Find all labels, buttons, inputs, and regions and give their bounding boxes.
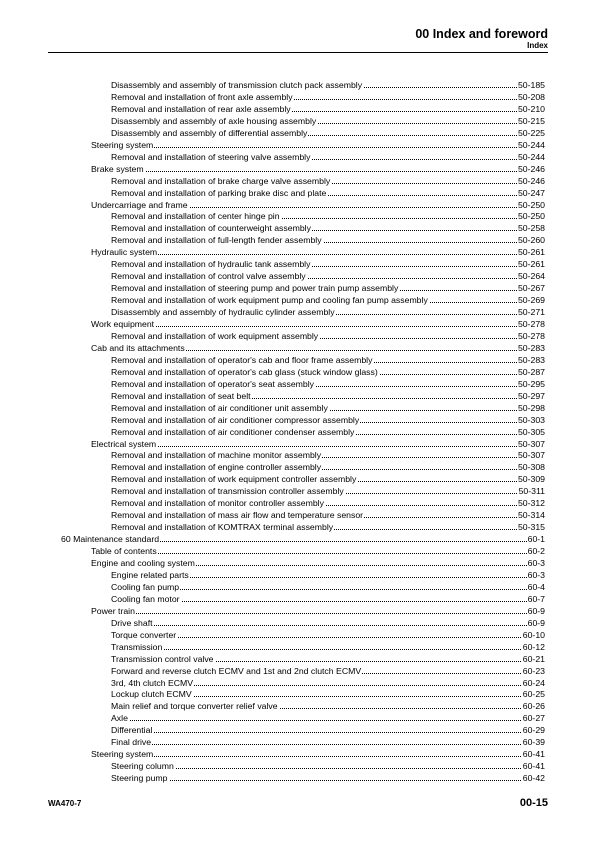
toc-entry-page: 50-250 (517, 211, 545, 222)
toc-entry-page: 50-311 (518, 486, 545, 497)
toc-entry[interactable] (111, 569, 545, 581)
toc-entry-title: Removal and installation of operator's cab and floor frame assembly (111, 354, 373, 365)
toc-entry-title: Removal and installation of work equipment pump and cooling fan pump assembly (111, 295, 428, 306)
toc-dot-leader (111, 720, 545, 721)
toc-entry-title: Undercarriage and frame (91, 199, 188, 210)
toc-dot-leader (91, 553, 545, 554)
toc-entry-page: 60-9 (527, 605, 545, 616)
toc-entry[interactable] (111, 414, 545, 426)
toc-entry[interactable] (111, 294, 545, 306)
toc-entry-title: Cab and its attachments (91, 342, 185, 353)
toc-entry[interactable] (111, 306, 545, 318)
toc-entry-page: 60-9 (527, 617, 545, 628)
toc-entry-title: Disassembly and assembly of transmission clutch pack assembly (111, 80, 363, 90)
toc-entry[interactable] (111, 175, 545, 187)
toc-entry-page: 50-185 (517, 80, 545, 90)
toc-dot-leader (111, 732, 545, 733)
toc-entry-page: 50-208 (517, 91, 545, 102)
toc-entry-title: Final drive (111, 737, 152, 748)
toc-entry[interactable] (111, 712, 545, 724)
toc-entry-page: 50-271 (517, 307, 545, 318)
toc-entry[interactable] (111, 426, 545, 438)
toc-entry-page: 60-10 (522, 629, 545, 640)
toc-entry[interactable] (111, 378, 545, 390)
toc-entry-page: 50-283 (517, 354, 545, 365)
toc-entry[interactable] (111, 485, 545, 497)
toc-dot-leader (91, 326, 545, 327)
toc-entry-title: Engine and cooling system (91, 558, 195, 568)
toc-entry-title: Removal and installation of machine monitor assembly (111, 450, 322, 461)
toc-entry-page: 60-2 (527, 546, 545, 557)
toc-dot-leader (111, 780, 545, 781)
toc-entry[interactable] (111, 760, 545, 772)
toc-dot-leader (91, 446, 545, 447)
toc-entry-page: 60-27 (522, 713, 545, 724)
toc-entry[interactable] (91, 438, 545, 450)
toc-entry-page: 50-287 (517, 366, 545, 377)
toc-entry-page: 50-303 (517, 414, 545, 425)
toc-entry-title: Removal and installation of steering pump and power train pump assembly (111, 283, 399, 294)
toc-dot-leader (111, 768, 545, 769)
toc-entry-title: Transmission control valve (111, 653, 214, 664)
section-subtitle: Index (527, 41, 548, 50)
toc-entry-title: Removal and installation of control valve assembly (111, 271, 306, 282)
toc-entry-title: Steering system (91, 139, 154, 150)
toc-entry-page: 60-23 (522, 665, 545, 676)
toc-entry-page: 50-244 (517, 151, 545, 162)
toc-entry-title: Disassembly and assembly of hydraulic cylinder assembly (111, 307, 335, 318)
toc-entry-title: Removal and installation of steering valve assembly (111, 151, 311, 162)
toc-entry-page: 50-308 (517, 462, 545, 473)
toc-dot-leader (91, 254, 545, 255)
toc-entry-page: 50-264 (517, 271, 545, 282)
toc-entry-title: Removal and installation of hydraulic tank assembly (111, 259, 311, 270)
toc-entry[interactable] (111, 677, 545, 689)
toc-entry[interactable] (111, 449, 545, 461)
toc-entry-title: Work equipment (91, 319, 155, 329)
toc-entry-title: Lockup clutch ECMV (111, 689, 192, 700)
toc-entry[interactable] (111, 103, 545, 115)
toc-entry-title: Disassembly and assembly of differential assembly (111, 127, 308, 138)
toc-entry-title: Removal and installation of KOMTRAX terminal assembly (111, 522, 334, 533)
toc-entry[interactable] (111, 402, 545, 414)
toc-entry-title: Removal and installation of center hinge pin (111, 211, 280, 222)
toc-entry-page: 60-1 (527, 534, 545, 545)
toc-entry-page: 50-250 (517, 199, 545, 210)
toc-entry-page: 60-3 (527, 569, 545, 580)
toc-entry[interactable] (111, 282, 545, 294)
toc-entry-title: 60 Maintenance standard (61, 534, 160, 545)
toc-entry-title: Drive shaft (111, 617, 153, 628)
toc-entry-page: 60-3 (527, 558, 545, 568)
toc-entry[interactable] (111, 390, 545, 402)
toc-entry[interactable] (91, 605, 545, 617)
toc-entry-page: 50-278 (517, 319, 545, 329)
toc-entry-title: Removal and installation of work equipment controller assembly (111, 474, 357, 485)
toc-entry-page: 50-246 (517, 175, 545, 186)
toc-entry[interactable] (111, 653, 545, 665)
toc-entry-title: Removal and installation of parking brake disc and plate (111, 187, 327, 198)
toc-entry-page: 50-307 (517, 450, 545, 461)
toc-entry[interactable] (111, 234, 545, 246)
toc-entry-page: 60-39 (522, 737, 545, 748)
toc-entry[interactable] (91, 748, 545, 760)
toc-entry[interactable] (61, 533, 545, 545)
toc-dot-leader (91, 147, 545, 148)
toc-entry-page: 50-315 (517, 522, 545, 533)
toc-entry[interactable] (91, 163, 545, 175)
toc-entry-page: 50-314 (517, 510, 545, 521)
toc-entry[interactable] (91, 342, 545, 354)
toc-entry-page: 50-258 (517, 223, 545, 234)
toc-entry-title: Torque converter (111, 629, 177, 640)
toc-entry-title: Removal and installation of seat belt (111, 390, 251, 401)
toc-entry-title: Removal and installation of mass air flow and temperature sensor (111, 510, 364, 521)
toc-entry[interactable] (111, 665, 545, 677)
toc-entry-title: Removal and installation of full-length fender assembly (111, 235, 322, 246)
toc-entry-page: 60-26 (522, 701, 545, 712)
toc-entry-page: 50-312 (517, 498, 545, 509)
toc-entry[interactable] (91, 557, 545, 569)
toc-entry-title: Power train (91, 605, 135, 616)
toc-entry[interactable] (111, 473, 545, 485)
toc-entry-page: 60-25 (522, 689, 545, 700)
toc-entry-title: Steering column (111, 761, 174, 772)
toc-entry-page: 50-225 (517, 127, 545, 138)
toc-entry-title: Removal and installation of work equipment assembly (111, 330, 319, 341)
toc-entry-title: Forward and reverse clutch ECMV and 1st and 2nd clutch ECMV (111, 665, 362, 676)
toc-entry[interactable] (111, 772, 545, 784)
toc-entry[interactable] (111, 509, 545, 521)
footer-model: WA470-7 (48, 799, 82, 808)
toc-entry[interactable] (111, 521, 545, 533)
toc-dot-leader (111, 625, 545, 626)
toc-entry-page: 50-305 (517, 426, 545, 437)
toc-entry[interactable] (111, 222, 545, 234)
toc-entry[interactable] (111, 461, 545, 473)
toc-entry-title: Electrical system (91, 438, 157, 449)
toc-entry-page: 60-12 (522, 641, 545, 652)
toc-entry[interactable] (111, 270, 545, 282)
toc-entry[interactable] (91, 199, 545, 211)
toc-entry-title: Removal and installation of brake charge valve assembly (111, 175, 331, 186)
toc-entry-page: 50-244 (517, 139, 545, 150)
toc-entry[interactable] (111, 151, 545, 163)
toc-entry-title: Removal and installation of air conditioner condenser assembly (111, 426, 355, 437)
toc-entry-title: Removal and installation of transmission controller assembly (111, 486, 344, 497)
section-title: 00 Index and foreword (415, 27, 548, 41)
toc-entry-title: 3rd, 4th clutch ECMV (111, 677, 194, 688)
toc-entry-page: 60-24 (522, 677, 545, 688)
toc-entry-page: 50-307 (517, 438, 545, 449)
toc-entry[interactable] (111, 330, 545, 342)
toc-entry[interactable] (111, 641, 545, 653)
toc-entry-page: 50-210 (517, 103, 545, 114)
toc-entry[interactable] (111, 127, 545, 139)
toc-entry-page: 60-42 (522, 773, 545, 784)
toc-entry-title: Axle (111, 713, 128, 724)
toc-entry-title: Steering system (91, 749, 154, 760)
toc-entry-page: 50-278 (517, 330, 545, 341)
toc-entry-page: 60-21 (522, 653, 545, 664)
toc-entry[interactable] (91, 545, 545, 557)
toc-entry-page: 50-260 (517, 235, 545, 246)
toc-entry-title: Steering pump (111, 773, 168, 784)
toc-entry-page: 50-309 (517, 474, 545, 485)
toc-entry-page: 60-29 (522, 725, 545, 736)
toc-entry[interactable] (111, 210, 545, 222)
toc-entry-page: 50-295 (517, 378, 545, 389)
toc-entry-title: Removal and installation of operator's seat assembly (111, 378, 315, 389)
toc-entry[interactable] (111, 258, 545, 270)
toc-entry-title: Differential (111, 725, 153, 736)
toc-entry[interactable] (111, 354, 545, 366)
toc-entry-page: 50-261 (517, 247, 545, 258)
toc-entry[interactable] (111, 187, 545, 199)
toc-entry[interactable] (111, 581, 545, 593)
toc-entry-title: Brake system (91, 163, 144, 174)
toc-entry-title: Removal and installation of monitor controller assembly (111, 498, 324, 509)
toc-entry[interactable] (111, 91, 545, 103)
toc-entry[interactable] (111, 79, 545, 91)
toc-entry[interactable] (111, 688, 545, 700)
toc-entry-page: 50-215 (517, 115, 545, 126)
toc-entry-page: 60-4 (527, 581, 545, 592)
toc-entry-title: Removal and installation of operator's cab glass (stuck window glass) (111, 366, 378, 377)
toc-entry-page: 50-283 (517, 342, 545, 353)
toc-entry[interactable] (111, 724, 545, 736)
toc-entry[interactable] (111, 115, 545, 127)
toc-entry-page: 50-297 (517, 390, 545, 401)
toc-entry[interactable] (91, 246, 545, 258)
toc-entry[interactable] (91, 318, 545, 330)
toc-entry-title: Disassembly and assembly of axle housing assembly (111, 115, 317, 126)
toc-entry-page: 50-267 (517, 283, 545, 294)
toc-entry-title: Removal and installation of front axle assembly (111, 91, 293, 102)
toc-entry[interactable] (111, 366, 545, 378)
toc-dot-leader (91, 756, 545, 757)
toc-dot-leader (91, 171, 545, 172)
toc-entry-title: Cooling fan pump (111, 581, 180, 592)
toc-entry-page: 50-261 (517, 259, 545, 270)
toc-entry-title: Removal and installation of engine controller assembly (111, 462, 322, 473)
toc-entry-title: Removal and installation of air conditioner compressor assembly (111, 414, 360, 425)
footer-page-number: 00-15 (519, 797, 548, 809)
toc-entry-title: Table of contents (91, 546, 157, 557)
toc-dot-leader (111, 744, 545, 745)
toc-entry-title: Hydraulic system (91, 247, 158, 258)
header-rule (48, 52, 548, 53)
toc-entry-title: Removal and installation of counterweight assembly (111, 223, 311, 234)
toc-entry[interactable] (111, 629, 545, 641)
toc-dot-leader (91, 613, 545, 614)
toc-entry-page: 50-246 (517, 163, 545, 174)
toc-entry[interactable] (111, 617, 545, 629)
toc-entry-page: 50-298 (517, 402, 545, 413)
toc-entry[interactable] (111, 700, 545, 712)
toc-entry-page: 60-41 (522, 749, 545, 760)
toc-entry[interactable] (111, 593, 545, 605)
toc-entry[interactable] (91, 139, 545, 151)
toc-entry-title: Transmission (111, 641, 163, 652)
toc-entry-title: Removal and installation of rear axle assembly (111, 103, 291, 114)
toc-entry-title: Removal and installation of air conditioner unit assembly (111, 402, 328, 413)
toc-entry-page: 60-41 (522, 761, 545, 772)
toc-entry-title: Cooling fan motor (111, 593, 180, 604)
toc-entry-page: 60-7 (527, 593, 545, 604)
toc-entry-page: 50-269 (517, 295, 545, 306)
toc-entry-page: 50-247 (517, 187, 545, 198)
toc-entry[interactable] (111, 736, 545, 748)
toc-entry[interactable] (111, 497, 545, 509)
toc-entry-title: Engine related parts (111, 569, 189, 580)
toc-dot-leader (111, 649, 545, 650)
toc-entry-title: Main relief and torque converter relief valve (111, 701, 278, 712)
